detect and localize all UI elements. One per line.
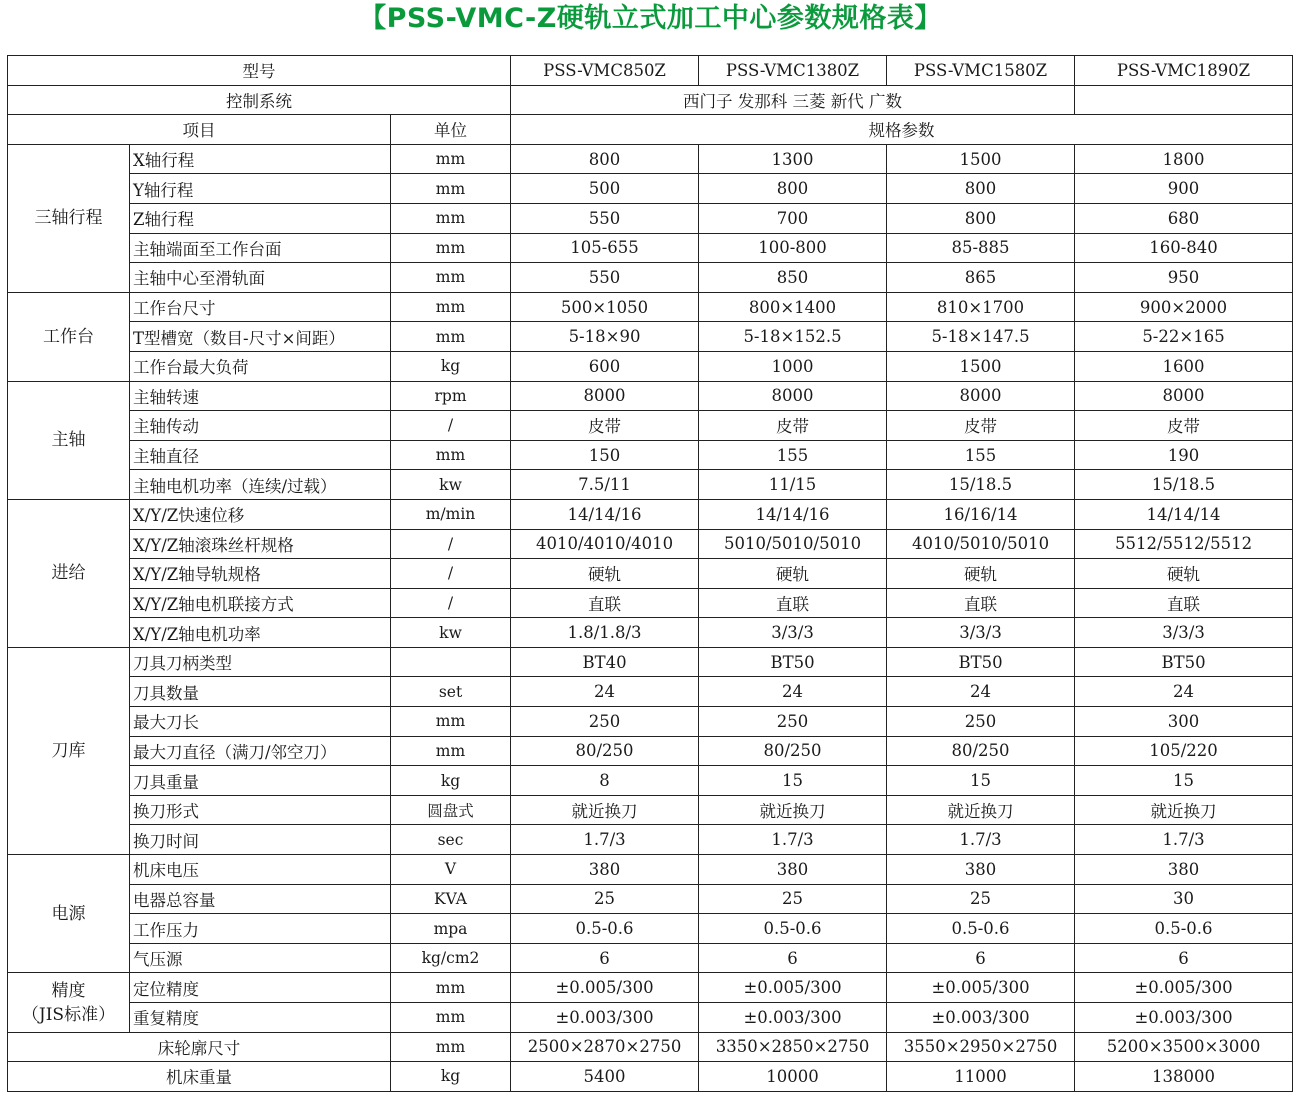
value-cell: 16/16/14 <box>887 499 1075 529</box>
value-cell: 1.7/3 <box>511 825 699 855</box>
table-row <box>8 914 1293 944</box>
item-name: 换刀时间 <box>130 825 391 855</box>
item-name: 气压源 <box>130 943 391 973</box>
value-cell: 皮带 <box>1075 411 1293 441</box>
value-cell: ±0.003/300 <box>887 1003 1075 1033</box>
value-cell: 就近换刀 <box>511 795 699 825</box>
value-cell: 8000 <box>1075 381 1293 411</box>
table-row <box>8 233 1293 263</box>
value-cell: 85-885 <box>887 233 1075 263</box>
table-row <box>8 884 1293 914</box>
value-cell: 10000 <box>699 1062 887 1092</box>
value-cell: 30 <box>1075 884 1293 914</box>
value-cell: 600 <box>511 351 699 381</box>
table-row <box>8 529 1293 559</box>
value-cell: 155 <box>699 440 887 470</box>
value-cell: 6 <box>511 943 699 973</box>
value-cell: 3550×2950×2750 <box>887 1032 1075 1062</box>
value-cell: 14/14/16 <box>511 499 699 529</box>
value-cell: 14/14/14 <box>1075 499 1293 529</box>
unit-cell: kg/cm2 <box>391 943 511 973</box>
value-cell: ±0.005/300 <box>1075 973 1293 1003</box>
table-row <box>8 174 1293 204</box>
item-name: X/Y/Z快速位移 <box>130 499 391 529</box>
item-name: 刀具数量 <box>130 677 391 707</box>
control-system-value-last <box>1075 85 1293 115</box>
value-cell: 5-18×152.5 <box>699 322 887 352</box>
value-cell: 810×1700 <box>887 292 1075 322</box>
value-cell: 11/15 <box>699 470 887 500</box>
item-name: 主轴直径 <box>130 440 391 470</box>
value-cell: 15 <box>1075 766 1293 796</box>
value-cell: 8 <box>511 766 699 796</box>
table-row <box>8 559 1293 589</box>
group-label: 精度 （JIS标准） <box>8 973 130 1032</box>
item-name: 定位精度 <box>130 973 391 1003</box>
value-cell: 硬轨 <box>1075 559 1293 589</box>
table-row <box>8 943 1293 973</box>
value-cell: 6 <box>1075 943 1293 973</box>
value-cell: ±0.003/300 <box>511 1003 699 1033</box>
value-cell: 1000 <box>699 351 887 381</box>
item-name: Z轴行程 <box>130 203 391 233</box>
item-name: 工作台尺寸 <box>130 292 391 322</box>
value-cell: 24 <box>511 677 699 707</box>
group-label: 三轴行程 <box>8 144 130 292</box>
group-label: 主轴 <box>8 381 130 499</box>
table-row <box>8 499 1293 529</box>
unit-cell: kg <box>391 766 511 796</box>
unit-cell: kg <box>391 1062 511 1092</box>
unit-cell: mm <box>391 144 511 174</box>
unit-cell: / <box>391 529 511 559</box>
table-row <box>8 855 1293 885</box>
control-system-label: 控制系统 <box>8 85 511 115</box>
value-cell: 105/220 <box>1075 736 1293 766</box>
value-cell: 150 <box>511 440 699 470</box>
model-name: PSS-VMC1890Z <box>1075 56 1293 86</box>
table-row <box>8 1032 1293 1062</box>
item-name: 工作台最大负荷 <box>130 351 391 381</box>
control-system-value: 西门子 发那科 三菱 新代 广数 <box>511 85 1075 115</box>
unit-cell: / <box>391 411 511 441</box>
value-cell: 硬轨 <box>887 559 1075 589</box>
value-cell: 5-18×90 <box>511 322 699 352</box>
value-cell: 800 <box>887 174 1075 204</box>
value-cell: 15/18.5 <box>1075 470 1293 500</box>
value-cell: 4010/5010/5010 <box>887 529 1075 559</box>
group-label: 进给 <box>8 499 130 647</box>
value-cell: 直联 <box>699 588 887 618</box>
item-name: X/Y/Z轴电机联接方式 <box>130 588 391 618</box>
value-cell: 1500 <box>887 351 1075 381</box>
value-cell: BT50 <box>699 647 887 677</box>
value-cell: 15 <box>699 766 887 796</box>
table-row <box>8 1003 1293 1033</box>
value-cell: ±0.005/300 <box>887 973 1075 1003</box>
item-name: T型槽宽（数目-尺寸×间距） <box>130 322 391 352</box>
value-cell: 2500×2870×2750 <box>511 1032 699 1062</box>
unit-cell: mm <box>391 233 511 263</box>
table-row <box>8 618 1293 648</box>
unit-cell: mm <box>391 203 511 233</box>
value-cell: 25 <box>887 884 1075 914</box>
unit-cell: mm <box>391 263 511 293</box>
spec-header: 规格参数 <box>511 115 1293 145</box>
value-cell: 800×1400 <box>699 292 887 322</box>
value-cell: 0.5-0.6 <box>887 914 1075 944</box>
value-cell: 硬轨 <box>699 559 887 589</box>
unit-header: 单位 <box>391 115 511 145</box>
value-cell: 5-18×147.5 <box>887 322 1075 352</box>
unit-cell: mm <box>391 707 511 737</box>
value-cell: ±0.003/300 <box>1075 1003 1293 1033</box>
value-cell: 就近换刀 <box>1075 795 1293 825</box>
value-cell: 25 <box>511 884 699 914</box>
value-cell: 15 <box>887 766 1075 796</box>
value-cell: 6 <box>887 943 1075 973</box>
value-cell: 100-800 <box>699 233 887 263</box>
table-row <box>8 381 1293 411</box>
value-cell: BT40 <box>511 647 699 677</box>
model-header-row <box>8 56 1293 86</box>
unit-cell: kw <box>391 618 511 648</box>
value-cell: ±0.005/300 <box>511 973 699 1003</box>
unit-cell: kg <box>391 351 511 381</box>
value-cell: 3/3/3 <box>1075 618 1293 648</box>
value-cell: 105-655 <box>511 233 699 263</box>
value-cell: 3350×2850×2750 <box>699 1032 887 1062</box>
value-cell: 1600 <box>1075 351 1293 381</box>
value-cell: 25 <box>699 884 887 914</box>
unit-cell: mm <box>391 1003 511 1033</box>
value-cell: 皮带 <box>699 411 887 441</box>
unit-cell: mm <box>391 440 511 470</box>
table-row <box>8 351 1293 381</box>
value-cell: 380 <box>699 855 887 885</box>
value-cell: 380 <box>887 855 1075 885</box>
table-row <box>8 825 1293 855</box>
unit-cell: KVA <box>391 884 511 914</box>
unit-cell: mm <box>391 973 511 1003</box>
value-cell: 就近换刀 <box>887 795 1075 825</box>
model-label: 型号 <box>8 56 511 86</box>
value-cell: 250 <box>887 707 1075 737</box>
item-name: 主轴转速 <box>130 381 391 411</box>
table-row <box>8 707 1293 737</box>
value-cell: 5400 <box>511 1062 699 1092</box>
value-cell: BT50 <box>887 647 1075 677</box>
unit-cell: m/min <box>391 499 511 529</box>
model-name: PSS-VMC1380Z <box>699 56 887 86</box>
item-name: 床轮廓尺寸 <box>8 1032 391 1062</box>
value-cell: 24 <box>1075 677 1293 707</box>
group-label: 刀库 <box>8 647 130 854</box>
table-row <box>8 588 1293 618</box>
item-name: 重复精度 <box>130 1003 391 1033</box>
value-cell: 190 <box>1075 440 1293 470</box>
unit-cell: mpa <box>391 914 511 944</box>
value-cell: 800 <box>511 144 699 174</box>
value-cell: 11000 <box>887 1062 1075 1092</box>
table-row <box>8 263 1293 293</box>
control-system-row <box>8 85 1293 115</box>
item-name: 主轴中心至滑轨面 <box>130 263 391 293</box>
value-cell: 380 <box>1075 855 1293 885</box>
table-row <box>8 766 1293 796</box>
item-name: Y轴行程 <box>130 174 391 204</box>
unit-cell: mm <box>391 322 511 352</box>
item-name: X轴行程 <box>130 144 391 174</box>
unit-cell: rpm <box>391 381 511 411</box>
value-cell: 700 <box>699 203 887 233</box>
item-name: 刀具重量 <box>130 766 391 796</box>
value-cell: 950 <box>1075 263 1293 293</box>
value-cell: 直联 <box>511 588 699 618</box>
value-cell: 3/3/3 <box>699 618 887 648</box>
table-row <box>8 647 1293 677</box>
table-row <box>8 677 1293 707</box>
value-cell: 15/18.5 <box>887 470 1075 500</box>
value-cell: 0.5-0.6 <box>1075 914 1293 944</box>
table-row <box>8 203 1293 233</box>
value-cell: 900×2000 <box>1075 292 1293 322</box>
model-name: PSS-VMC850Z <box>511 56 699 86</box>
value-cell: 0.5-0.6 <box>511 914 699 944</box>
value-cell: 550 <box>511 203 699 233</box>
table-row <box>8 144 1293 174</box>
unit-cell: mm <box>391 1032 511 1062</box>
page-title: 【PSS-VMC-Z硬轨立式加工中心参数规格表】 <box>359 3 942 34</box>
value-cell: 1300 <box>699 144 887 174</box>
value-cell: 155 <box>887 440 1075 470</box>
item-name: 工作压力 <box>130 914 391 944</box>
item-name: 换刀形式 <box>130 795 391 825</box>
unit-cell: kw <box>391 470 511 500</box>
table-row <box>8 470 1293 500</box>
table-row <box>8 973 1293 1003</box>
value-cell: 就近换刀 <box>699 795 887 825</box>
item-name: 机床重量 <box>8 1062 391 1092</box>
value-cell: 直联 <box>1075 588 1293 618</box>
value-cell: 80/250 <box>699 736 887 766</box>
value-cell: 1.8/1.8/3 <box>511 618 699 648</box>
value-cell: 6 <box>699 943 887 973</box>
value-cell: 5-22×165 <box>1075 322 1293 352</box>
unit-cell <box>391 647 511 677</box>
value-cell: 800 <box>887 203 1075 233</box>
item-name: 刀具刀柄类型 <box>130 647 391 677</box>
item-header: 项目 <box>8 115 391 145</box>
item-name: X/Y/Z轴导轨规格 <box>130 559 391 589</box>
value-cell: 1.7/3 <box>887 825 1075 855</box>
value-cell: 865 <box>887 263 1075 293</box>
table-row <box>8 411 1293 441</box>
value-cell: 800 <box>699 174 887 204</box>
unit-cell: 圆盘式 <box>391 795 511 825</box>
value-cell: 4010/4010/4010 <box>511 529 699 559</box>
value-cell: 500 <box>511 174 699 204</box>
value-cell: 硬轨 <box>511 559 699 589</box>
value-cell: 5200×3500×3000 <box>1075 1032 1293 1062</box>
table-row <box>8 440 1293 470</box>
value-cell: ±0.005/300 <box>699 973 887 1003</box>
group-label: 电源 <box>8 855 130 973</box>
value-cell: 500×1050 <box>511 292 699 322</box>
value-cell: 皮带 <box>511 411 699 441</box>
value-cell: 80/250 <box>887 736 1075 766</box>
table-row <box>8 795 1293 825</box>
table-row <box>8 322 1293 352</box>
value-cell: ±0.003/300 <box>699 1003 887 1033</box>
unit-cell: mm <box>391 736 511 766</box>
item-name: 机床电压 <box>130 855 391 885</box>
value-cell: 24 <box>699 677 887 707</box>
unit-cell: mm <box>391 174 511 204</box>
value-cell: 900 <box>1075 174 1293 204</box>
value-cell: 680 <box>1075 203 1293 233</box>
value-cell: 8000 <box>887 381 1075 411</box>
value-cell: 1500 <box>887 144 1075 174</box>
value-cell: 1800 <box>1075 144 1293 174</box>
value-cell: 850 <box>699 263 887 293</box>
value-cell: 550 <box>511 263 699 293</box>
value-cell: 0.5-0.6 <box>699 914 887 944</box>
item-name: 电器总容量 <box>130 884 391 914</box>
item-name: X/Y/Z轴滚珠丝杆规格 <box>130 529 391 559</box>
value-cell: 5512/5512/5512 <box>1075 529 1293 559</box>
item-name: 最大刀直径（满刀/邻空刀） <box>130 736 391 766</box>
value-cell: 8000 <box>511 381 699 411</box>
spec-table <box>7 55 1293 1092</box>
value-cell: BT50 <box>1075 647 1293 677</box>
unit-cell: V <box>391 855 511 885</box>
value-cell: 皮带 <box>887 411 1075 441</box>
value-cell: 5010/5010/5010 <box>699 529 887 559</box>
value-cell: 7.5/11 <box>511 470 699 500</box>
model-name: PSS-VMC1580Z <box>887 56 1075 86</box>
item-name: 主轴端面至工作台面 <box>130 233 391 263</box>
value-cell: 250 <box>511 707 699 737</box>
unit-cell: set <box>391 677 511 707</box>
value-cell: 3/3/3 <box>887 618 1075 648</box>
value-cell: 380 <box>511 855 699 885</box>
value-cell: 1.7/3 <box>699 825 887 855</box>
unit-cell: mm <box>391 292 511 322</box>
unit-cell: / <box>391 559 511 589</box>
column-header-row <box>8 115 1293 145</box>
value-cell: 8000 <box>699 381 887 411</box>
value-cell: 138000 <box>1075 1062 1293 1092</box>
table-row <box>8 292 1293 322</box>
table-row <box>8 1062 1293 1092</box>
item-name: 主轴传动 <box>130 411 391 441</box>
unit-cell: / <box>391 588 511 618</box>
value-cell: 直联 <box>887 588 1075 618</box>
value-cell: 250 <box>699 707 887 737</box>
value-cell: 14/14/16 <box>699 499 887 529</box>
unit-cell: sec <box>391 825 511 855</box>
table-row <box>8 736 1293 766</box>
value-cell: 80/250 <box>511 736 699 766</box>
value-cell: 1.7/3 <box>1075 825 1293 855</box>
item-name: X/Y/Z轴电机功率 <box>130 618 391 648</box>
item-name: 主轴电机功率（连续/过载） <box>130 470 391 500</box>
group-label: 工作台 <box>8 292 130 381</box>
value-cell: 160-840 <box>1075 233 1293 263</box>
value-cell: 300 <box>1075 707 1293 737</box>
item-name: 最大刀长 <box>130 707 391 737</box>
value-cell: 24 <box>887 677 1075 707</box>
